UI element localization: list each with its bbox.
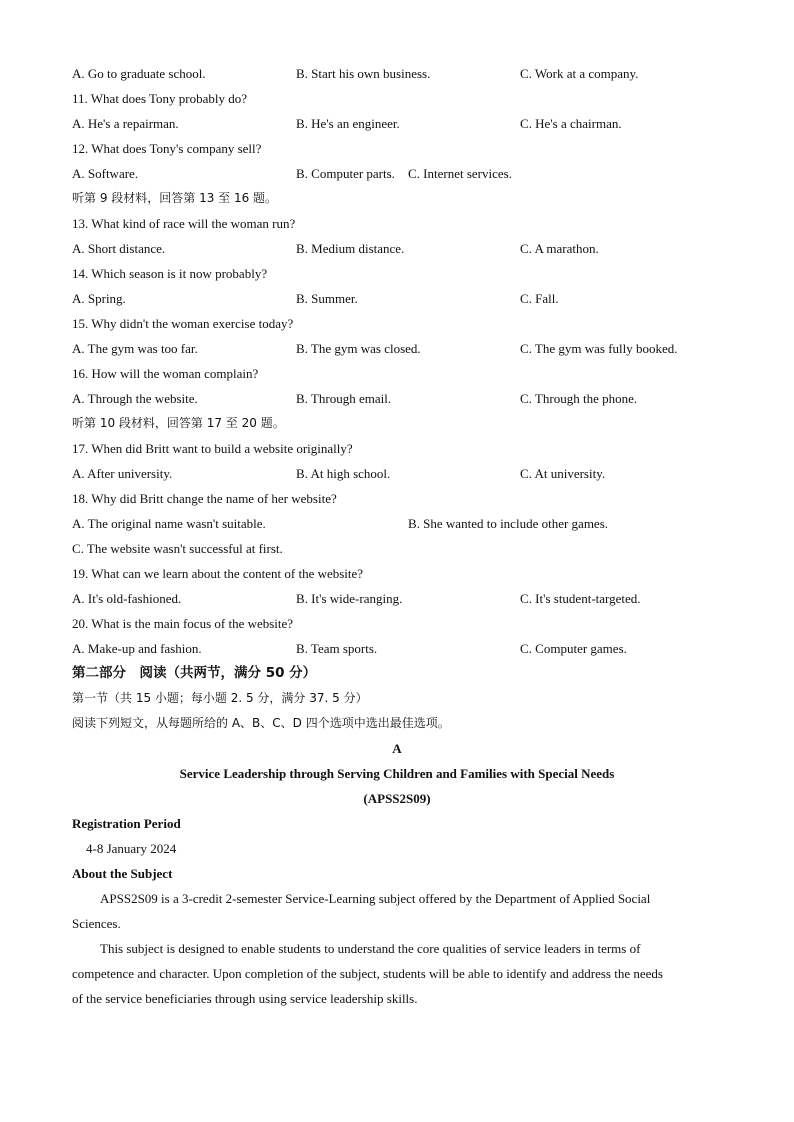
option-a: A. Software.	[72, 166, 139, 181]
answer-options	[72, 636, 722, 661]
option-b: B. Summer.	[296, 291, 358, 306]
option-c: C. The gym was fully booked.	[520, 341, 678, 356]
section-heading: 第二部分 阅读（共两节，满分 50 分）	[72, 665, 317, 681]
text-line: 15. Why didn't the woman exercise today?	[72, 316, 294, 331]
option-a: A. The original name wasn't suitable.	[72, 516, 266, 531]
text-line: C. The website wasn't successful at first.	[72, 541, 283, 556]
answer-options	[72, 111, 722, 136]
option-b: B. Medium distance.	[296, 241, 405, 256]
option-b: B. Start his own business.	[296, 66, 431, 81]
passage-title: (APSS2S09)	[363, 791, 431, 806]
instruction-line: 听第 10 段材料，回答第 17 至 20 题。	[72, 416, 285, 430]
answer-options	[72, 336, 722, 361]
answer-options	[72, 236, 722, 261]
instruction-line: 听第 9 段材料，回答第 13 至 16 题。	[72, 191, 278, 205]
paragraph-start: APSS2S09 is a 3-credit 2-semester Service-Learning subject offered by the Department of Applied Social	[100, 891, 651, 906]
text-line: 14. Which season is it now probably?	[72, 266, 268, 281]
option-a: A. Through the website.	[72, 391, 198, 406]
text-line: 11. What does Tony probably do?	[72, 91, 248, 106]
option-a: A. He's a repairman.	[72, 116, 179, 131]
option-b: B. Through email.	[296, 391, 392, 406]
text-line: 13. What kind of race will the woman run?	[72, 216, 296, 231]
option-a: A. After university.	[72, 466, 173, 481]
text-line: 19. What can we learn about the content of the website?	[72, 566, 364, 581]
answer-options	[72, 511, 722, 536]
option-a: A. Short distance.	[72, 241, 166, 256]
option-c: C. Internet services.	[408, 166, 512, 181]
text-line: 17. When did Britt want to build a website originally?	[72, 441, 353, 456]
paragraph-start: This subject is designed to enable students to understand the core qualities of service leaders in terms of	[100, 941, 641, 956]
option-b: B. The gym was closed.	[296, 341, 421, 356]
answer-options	[72, 161, 722, 186]
passage-title: A	[392, 741, 402, 756]
text-line: of the service beneficiaries through using service leadership skills.	[72, 991, 418, 1006]
answer-options	[72, 461, 722, 486]
answer-options	[72, 586, 722, 611]
text-line: 16. How will the woman complain?	[72, 366, 259, 381]
option-c: C. A marathon.	[520, 241, 599, 256]
option-b: B. He's an engineer.	[296, 116, 400, 131]
subheading: Registration Period	[72, 816, 181, 831]
answer-options	[72, 386, 722, 411]
instruction-line: 阅读下列短文，从每题所给的 A、B、C、D 四个选项中选出最佳选项。	[72, 716, 450, 730]
option-b: B. Team sports.	[296, 641, 378, 656]
option-c: C. It's student-targeted.	[520, 591, 641, 606]
answer-options	[72, 61, 722, 86]
text-line: 12. What does Tony's company sell?	[72, 141, 262, 156]
subheading: About the Subject	[72, 866, 173, 881]
text-line: 18. Why did Britt change the name of her website?	[72, 491, 337, 506]
text-line: 20. What is the main focus of the website?	[72, 616, 294, 631]
option-a: A. Spring.	[72, 291, 126, 306]
option-c: C. At university.	[520, 466, 606, 481]
text-line: Sciences.	[72, 916, 121, 931]
option-b: B. It's wide-ranging.	[296, 591, 403, 606]
option-a: A. Make-up and fashion.	[72, 641, 202, 656]
option-c: C. Fall.	[520, 291, 559, 306]
answer-options	[72, 286, 722, 311]
option-c: C. Computer games.	[520, 641, 627, 656]
option-a: A. The gym was too far.	[72, 341, 198, 356]
option-c: C. He's a chairman.	[520, 116, 622, 131]
option-b: B. Computer parts.	[296, 166, 395, 181]
option-b: B. At high school.	[296, 466, 391, 481]
option-a: A. It's old-fashioned.	[72, 591, 182, 606]
passage-title: Service Leadership through Serving Children and Families with Special Needs	[179, 766, 615, 781]
text-line: competence and character. Upon completion of the subject, students will be able to identify and address the needs	[72, 966, 663, 981]
option-b: B. She wanted to include other games.	[408, 516, 609, 531]
option-a: A. Go to graduate school.	[72, 66, 206, 81]
option-c: C. Through the phone.	[520, 391, 638, 406]
option-c: C. Work at a company.	[520, 66, 639, 81]
registration-dates: 4-8 January 2024	[86, 841, 177, 856]
instruction-line: 第一节（共 15 小题；每小题 2. 5 分，满分 37. 5 分）	[72, 691, 368, 705]
